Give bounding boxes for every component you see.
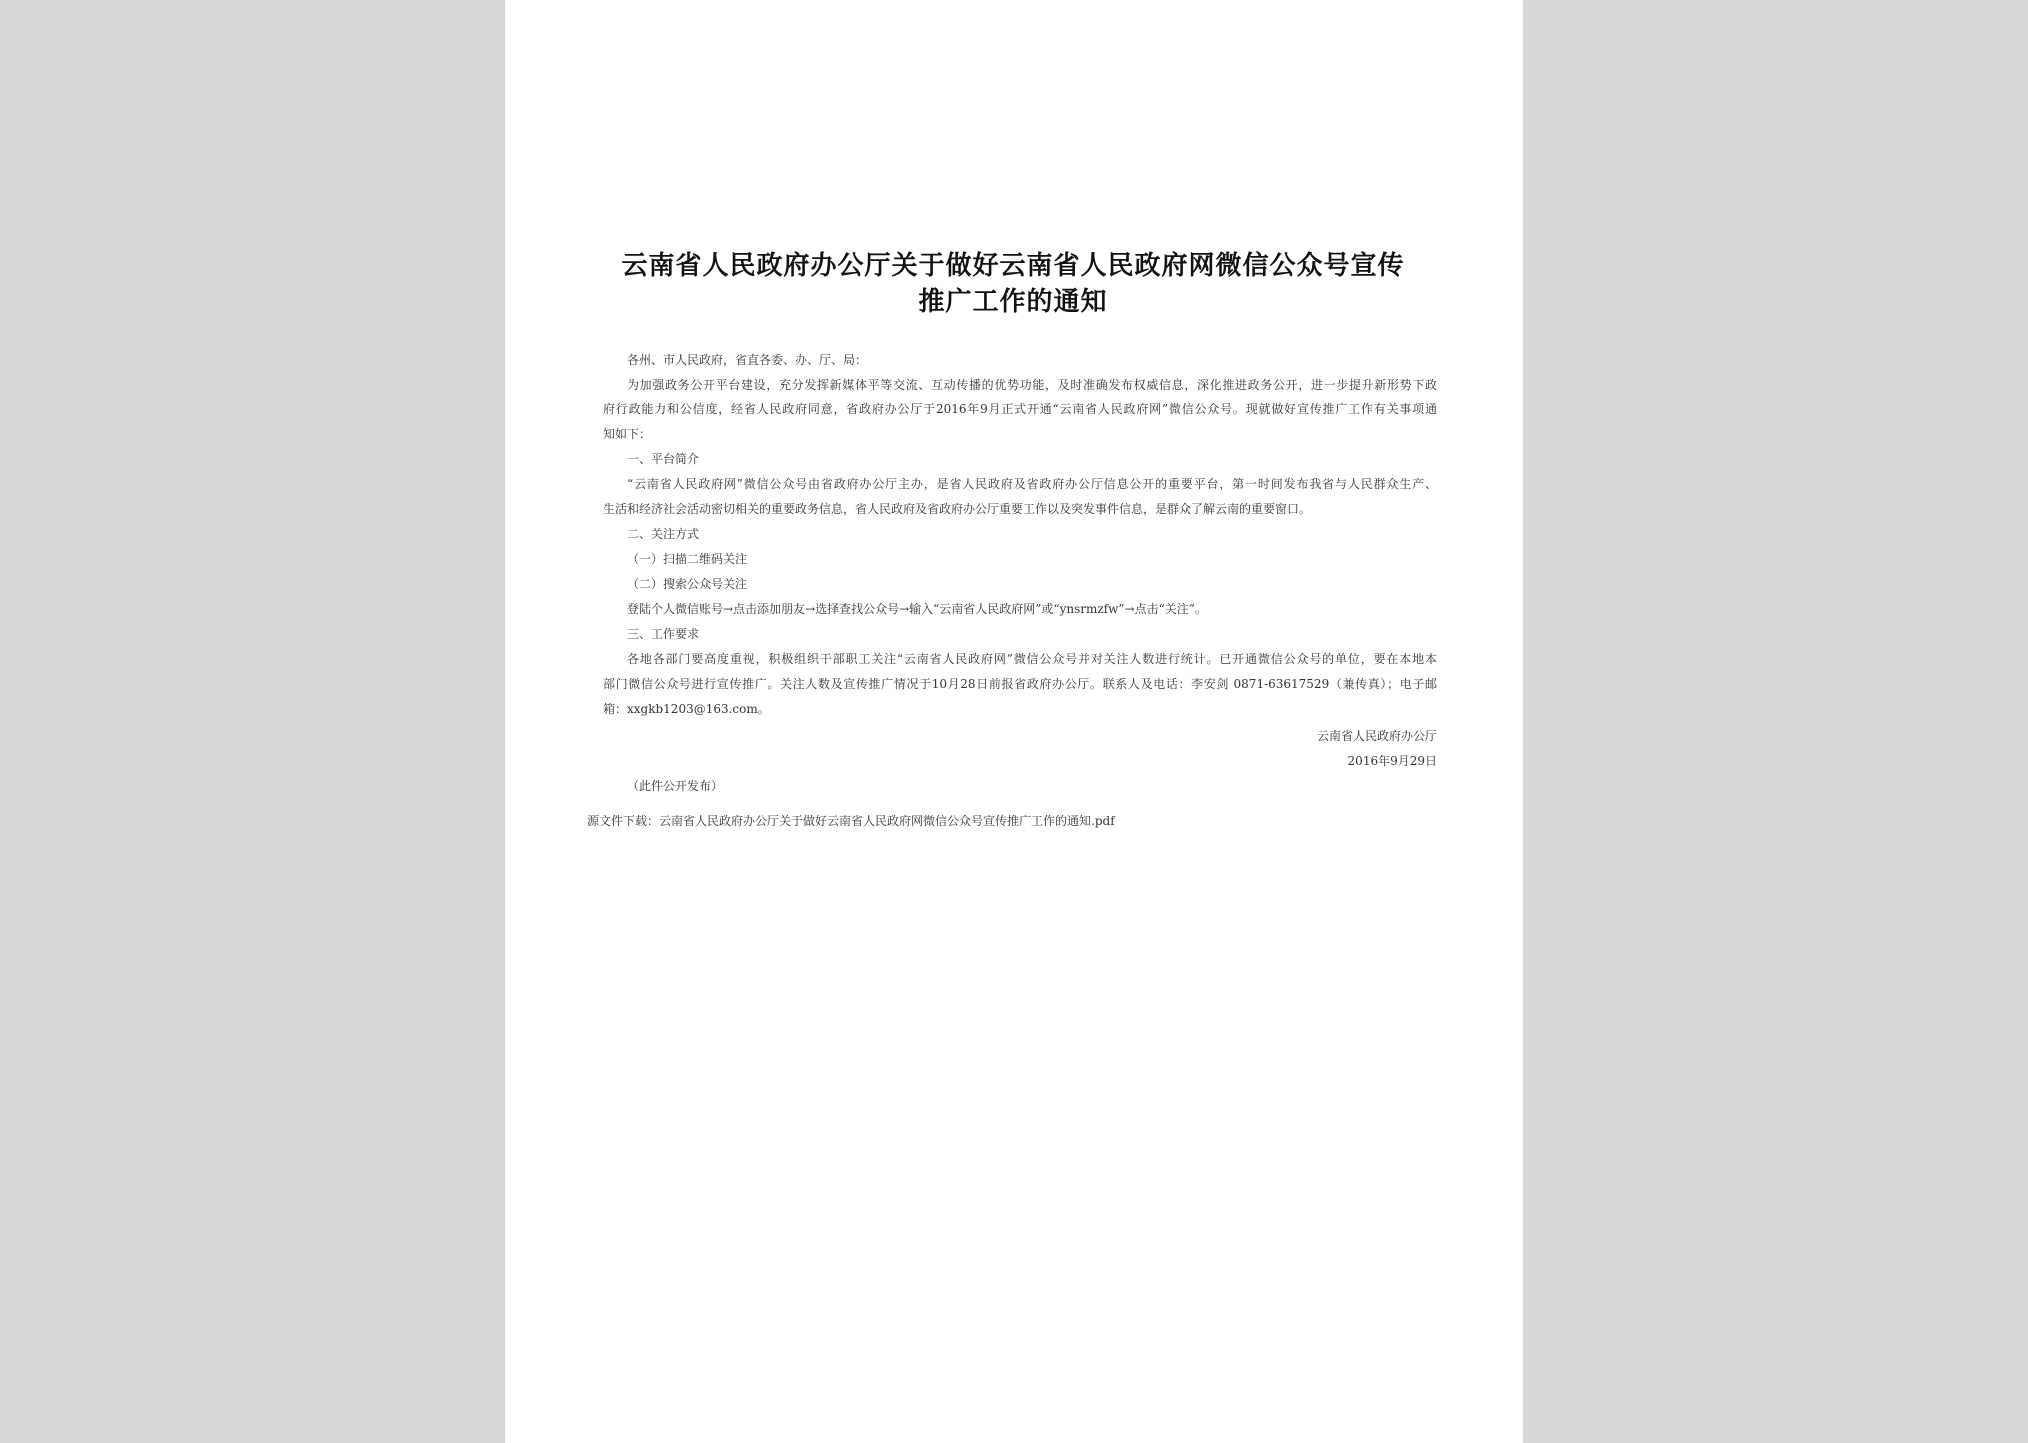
subsection-heading-2-2: （二）搜索公众号关注: [627, 577, 748, 591]
paragraph-4-line-3: 箱：xxgkb1203@163.com。: [603, 702, 770, 716]
salutation: 各州、市人民政府，省直各委、办、厅、局：: [627, 353, 868, 367]
paragraph-3: 登陆个人微信账号→点击添加朋友→选择查找公众号→输入“云南省人民政府网”或“ynsrmzfw”→点击“关注”。: [627, 602, 1207, 616]
section-heading-1: 一、平台简介: [627, 452, 700, 466]
document-title-line-1: 云南省人民政府办公厅关于做好云南省人民政府网微信公众号宣传: [621, 251, 1405, 281]
paragraph-1-line-3: 知如下：: [603, 427, 652, 441]
publish-note: （此件公开发布）: [627, 779, 724, 793]
paragraph-2-line-2: 生活和经济社会活动密切相关的重要政务信息，省人民政府及省政府办公厅重要工作以及突发事件信息，是群众了解云南的重要窗口。: [603, 502, 1312, 516]
signature: 云南省人民政府办公厅: [1316, 729, 1437, 743]
document-date: 2016年9月29日: [1347, 754, 1437, 768]
subsection-heading-2-1: （一）扫描二维码关注: [627, 552, 748, 566]
source-download-label: 源文件下载：: [587, 814, 660, 828]
paragraph-1-line-2: 府行政能力和公信度，经省人民政府同意，省政府办公厅于2016年9月正式开通“云南省人民政府网”微信公众号。现就做好宣传推广工作有关事项通: [603, 402, 1437, 416]
document-title-line-2: 推广工作的通知: [918, 287, 1108, 317]
source-download-link[interactable]: 云南省人民政府办公厅关于做好云南省人民政府网微信公众号宣传推广工作的通知.pdf: [659, 814, 1115, 828]
paragraph-1-line-1: 为加强政务公开平台建设，充分发挥新媒体平等交流、互动传播的优势功能，及时准确发布权威信息，深化推进政务公开，进一步提升新形势下政: [627, 378, 1437, 392]
paragraph-4-line-2: 部门微信公众号进行宣传推广。关注人数及宣传推广情况于10月28日前报省政府办公厅。联系人及电话：李安剑 0871-63617529（兼传真）；电子邮: [603, 677, 1437, 691]
section-heading-2: 二、关注方式: [627, 527, 700, 541]
paragraph-2-line-1: “云南省人民政府网”微信公众号由省政府办公厅主办，是省人民政府及省政府办公厅信息公开的重要平台，第一时间发布我省与人民群众生产、: [627, 477, 1437, 491]
document-page: [505, 0, 1523, 1443]
document-body: [603, 0, 1437, 1443]
source-download: [587, 813, 1115, 829]
section-heading-3: 三、工作要求: [627, 627, 700, 641]
paragraph-4-line-1: 各地各部门要高度重视，积极组织干部职工关注“云南省人民政府网”微信公众号并对关注人数进行统计。已开通微信公众号的单位，要在本地本: [627, 652, 1437, 666]
